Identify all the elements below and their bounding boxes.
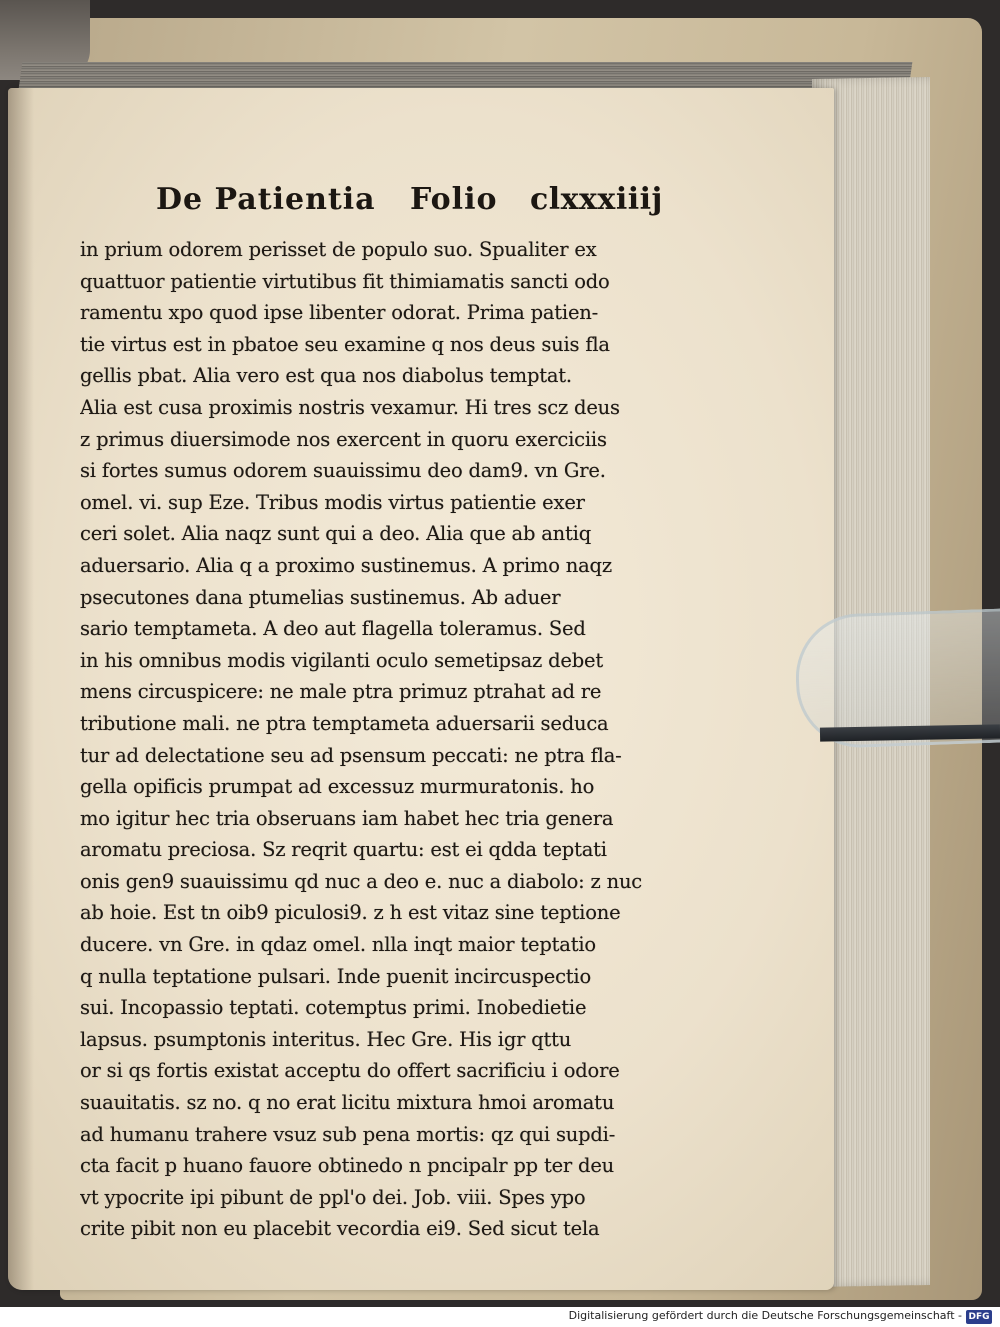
text-line: mens circuspicere: ne male ptra primuz ptrahat ad re xyxy=(80,680,602,704)
text-line: ramentu xpo quod ipse libenter odorat. Prima patien- xyxy=(80,301,599,325)
text-line: omel. vi. sup Eze. Tribus modis virtus patientie exer xyxy=(80,490,585,514)
text-line: suauitatis. sz no. q no erat licitu mixtura hmoi aromatu xyxy=(80,1091,615,1115)
header-title: De Patientia xyxy=(156,182,376,217)
text-line: Alia est cusa proximis nostris vexamur. Hi tres scz deus xyxy=(80,395,620,419)
gutter-shadow xyxy=(8,88,34,1290)
header-folio-number: clxxxiiij xyxy=(530,182,663,217)
text-line: ducere. vn Gre. in qdaz omel. nlla inqt maior teptatio xyxy=(80,933,596,957)
footer-bar xyxy=(0,1307,1000,1327)
text-line: sario temptameta. A deo aut flagella toleramus. Sed xyxy=(80,617,586,641)
text-line: cta facit p huano fauore obtinedo n pncipalr pp ter deu xyxy=(80,1154,615,1178)
text-line: tributione mali. ne ptra temptameta aduersarii seduca xyxy=(80,711,609,735)
text-line: gellis pbat. Alia vero est qua nos diabolus temptat. xyxy=(80,364,572,388)
text-line: aduersario. Alia q a proximo sustinemus. A primo naqz xyxy=(80,553,612,577)
text-line: mo igitur hec tria obseruans iam habet hec tria genera xyxy=(80,806,614,830)
text-line: lapsus. psumptonis interitus. Hec Gre. His igr qttu xyxy=(80,1027,572,1051)
text-line: ad humanu trahere vsuz sub pena mortis: qz qui supdi- xyxy=(80,1122,616,1146)
text-line: ceri solet. Alia naqz sunt qui a deo. Alia que ab antiq xyxy=(80,522,591,546)
text-line: crite pibit non eu placebit vecordia ei9. Sed sicut tela xyxy=(80,1217,600,1241)
header-folio-label: Folio xyxy=(410,182,498,217)
footer-credit: Digitalisierung gefördert durch die Deutsche Forschungsgemeinschaft - xyxy=(568,1309,962,1322)
body-text xyxy=(80,234,708,1245)
text-line: sui. Incopassio teptati. cotemptus primi. Inobedietie xyxy=(80,996,587,1020)
text-line: gella opificis prumpat ad excessuz murmuratonis. ho xyxy=(80,775,595,799)
text-line: tie virtus est in pbatoe seu examine q nos deus suis fla xyxy=(80,332,610,356)
text-line: vt ypocrite ipi pibunt de ppl'o dei. Job. viii. Spes ypo xyxy=(80,1185,586,1209)
text-line: in prium odorem perisset de populo suo. Spualiter ex xyxy=(80,238,597,261)
text-line: ab hoie. Est tn oib9 piculosi9. z h est vitaz sine teptione xyxy=(80,901,621,925)
text-line: z primus diuersimode nos exercent in quoru exerciciis xyxy=(80,427,607,451)
text-line: q nulla teptatione pulsari. Inde puenit incircuspectio xyxy=(80,964,592,988)
text-line: in his omnibus modis vigilanti oculo semetipsaz debet xyxy=(80,648,604,672)
text-line: si fortes sumus odorem suauissimu deo dam9. vn Gre. xyxy=(80,459,606,483)
text-line: aromatu preciosa. Sz reqrit quartu: est ei qdda teptati xyxy=(80,838,607,862)
text-block xyxy=(80,176,708,1245)
text-line: psecutones dana ptumelias sustinemus. Ab aduer xyxy=(80,585,561,609)
dfg-logo: DFG xyxy=(966,1310,992,1324)
text-line: tur ad delectatione seu ad psensum peccati: ne ptra fla- xyxy=(80,743,622,767)
running-header xyxy=(80,176,708,228)
text-line: onis gen9 suauissimu qd nuc a deo e. nuc a diabolo: z nuc xyxy=(80,869,643,893)
text-line: quattuor patientie virtutibus fit thimiamatis sancti odo xyxy=(80,269,610,293)
text-line: or si qs fortis existat acceptu do offert sacrificiu i odore xyxy=(80,1059,620,1083)
